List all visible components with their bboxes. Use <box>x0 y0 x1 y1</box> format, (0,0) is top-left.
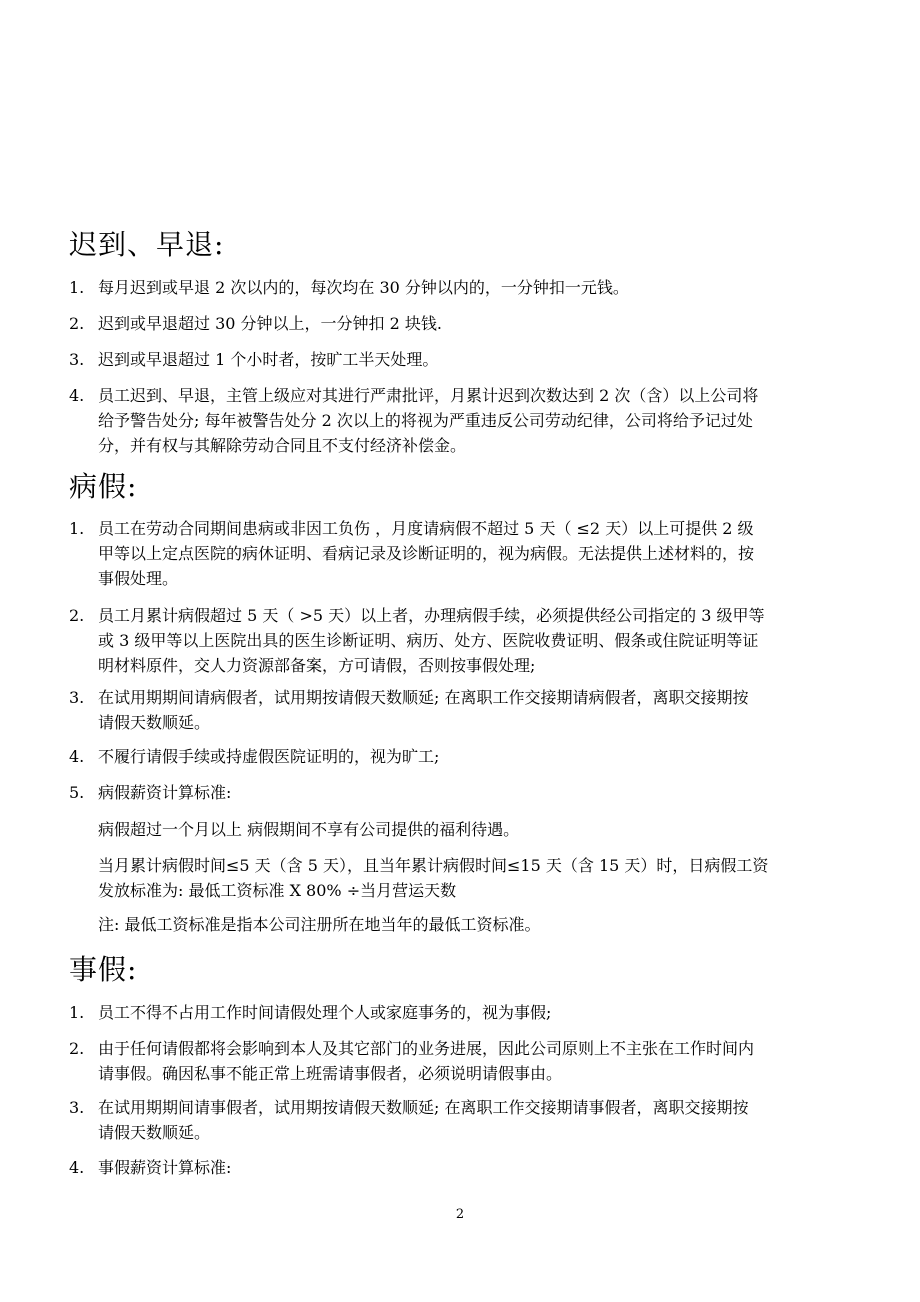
item-number: 3. <box>69 688 85 707</box>
item-number: 2. <box>69 606 85 625</box>
item-number: 4. <box>69 1158 85 1177</box>
list-item <box>69 1095 859 1145</box>
paragraph: 病假超过一个月以上 病假期间不享有公司提供的福利待遇。 <box>98 820 520 839</box>
section-title-late: 迟到、早退: <box>69 228 225 261</box>
list-item <box>69 383 859 458</box>
item-text: 员工月累计病假超过 5 天（ >5 天）以上者，办理病假手续，必须提供经公司指定的 3 级甲等 或 3 级甲等以上医院出具的医生诊断证明、病历、处方、医院收费证明、假条或住院证明等证 明材料原件，交人力资源部备案，方可请假，否则按事假处理; <box>98 606 765 675</box>
item-text: 事假薪资计算标准: <box>98 1158 232 1177</box>
page-number: 2 <box>455 1207 465 1222</box>
item-text: 每月迟到或早退 2 次以内的，每次均在 30 分钟以内的，一分钟扣一元钱。 <box>98 278 629 297</box>
item-text: 不履行请假手续或持虚假医院证明的，视为旷工; <box>98 747 440 766</box>
item-text: 迟到或早退超过 30 分钟以上，一分钟扣 2 块钱. <box>98 314 442 333</box>
item-text: 员工迟到、早退，主管上级应对其进行严肃批评，月累计迟到次数达到 2 次（含）以上公司将 给予警告处分; 每年被警告处分 2 次以上的将视为严重违反公司劳动纪律，公司将给予记过处 分，并有权与其解除劳动合同且不支付经济补偿金。 <box>98 386 759 455</box>
list-item <box>69 603 859 678</box>
section-title-personal: 事假: <box>69 953 138 986</box>
list-item <box>69 685 859 735</box>
item-text: 病假薪资计算标准: <box>98 783 232 802</box>
section-title-sick: 病假: <box>69 470 138 503</box>
item-text: 员工在劳动合同期间患病或非因工负伤 ，月度请病假不超过 5 天（ ≤2 天）以上可提供 2 级 甲等以上定点医院的病休证明、看病记录及诊断证明的，视为病假。无法提供上述材料的，按 事假处理。 <box>98 519 755 588</box>
item-number: 3. <box>69 350 85 369</box>
item-number: 2. <box>69 1039 85 1058</box>
list-item <box>69 1155 859 1180</box>
item-number: 1. <box>69 519 85 538</box>
list-item <box>69 275 859 300</box>
item-text: 迟到或早退超过 1 个小时者，按旷工半天处理。 <box>98 350 439 369</box>
item-number: 5. <box>69 783 85 802</box>
item-number: 4. <box>69 747 85 766</box>
list-item <box>69 744 859 769</box>
item-number: 2. <box>69 314 85 333</box>
item-text: 由于任何请假都将会影响到本人及其它部门的业务进展，因此公司原则上不主张在工作时间内 请事假。确因私事不能正常上班需请事假者，必须说明请假事由。 <box>98 1039 755 1083</box>
list-item <box>69 780 859 805</box>
item-text: 员工不得不占用工作时间请假处理个人或家庭事务的，视为事假; <box>98 1003 552 1022</box>
item-text: 在试用期期间请事假者，试用期按请假天数顺延; 在离职工作交接期请事假者，离职交接期按 请假天数顺延。 <box>98 1098 749 1142</box>
list-item <box>69 311 859 336</box>
item-number: 4. <box>69 386 85 405</box>
list-item <box>69 1036 859 1086</box>
list-item <box>69 516 859 591</box>
paragraph: 当月累计病假时间≤5 天（含 5 天），且当年累计病假时间≤15 天（含 15 天）时，日病假工资 发放标准为: 最低工资标准 X 80% ÷当月营运天数 <box>98 856 769 900</box>
item-text: 在试用期期间请病假者，试用期按请假天数顺延; 在离职工作交接期请病假者，离职交接期按 请假天数顺延。 <box>98 688 749 732</box>
item-number: 1. <box>69 278 85 297</box>
list-item <box>69 347 859 372</box>
item-number: 1. <box>69 1003 85 1022</box>
paragraph-note: 注: 最低工资标准是指本公司注册所在地当年的最低工资标准。 <box>98 915 541 934</box>
item-number: 3. <box>69 1098 85 1117</box>
list-item <box>69 1000 859 1025</box>
